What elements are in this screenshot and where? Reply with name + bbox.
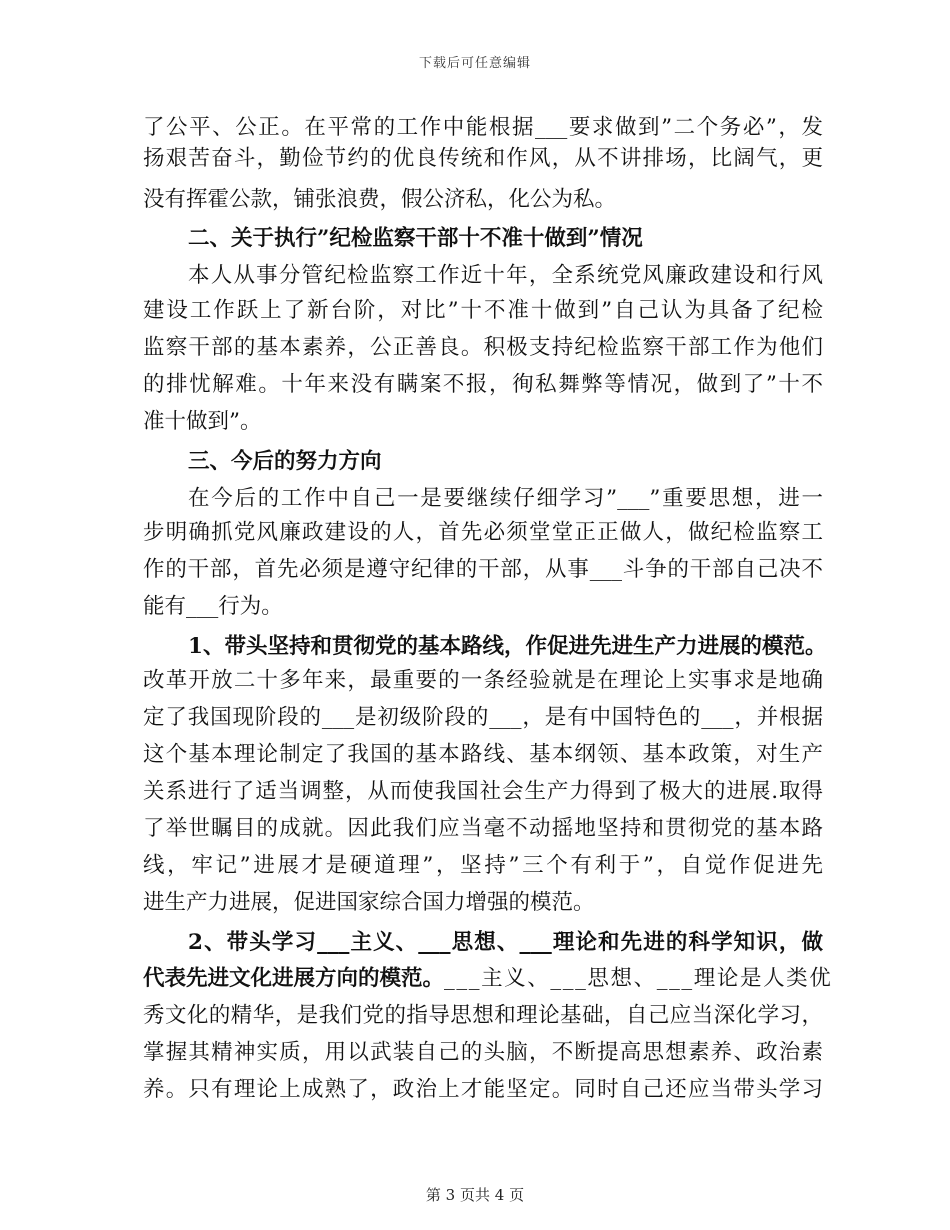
body-line: 的排忧解难。十年来没有瞒案不报，徇私舞弊等情况，做到了”十不 bbox=[143, 372, 823, 397]
body-line: 本人从事分管纪检监察工作近十年，全系统党风廉政建设和行风 bbox=[188, 263, 823, 288]
body-line: 进生产力进展，促进国家综合国力增强的模范。 bbox=[143, 890, 595, 915]
body-line: 关系进行了适当调整，从而使我国社会生产力得到了极大的进展.取得 bbox=[143, 779, 823, 804]
body-line: 建设工作跃上了新台阶，对比”十不准十做到”自己认为具备了纪检 bbox=[143, 298, 823, 323]
body-line-mixed bbox=[143, 964, 833, 994]
body-line: 了举世瞩目的成就。因此我们应当毫不动摇地坚持和贯彻党的基本路 bbox=[143, 816, 823, 841]
body-line: 在今后的工作中自己一是要继续仔细学习”___”重要思想，进一 bbox=[188, 486, 823, 511]
body-line: 养。只有理论上成熟了，政治上才能坚定。同时自己还应当带头学习 bbox=[143, 1077, 823, 1102]
body-line: 作的干部，首先必须是遵守纪律的干部，从事___斗争的干部自己决不 bbox=[143, 557, 823, 582]
section-heading: 二、关于执行”纪检监察干部十不准十做到”情况 bbox=[188, 226, 643, 251]
section-heading: 三、今后的努力方向 bbox=[188, 449, 382, 474]
body-line: 准十做到”。 bbox=[143, 409, 262, 434]
body-line: 步明确抓党风廉政建设的人，首先必须堂堂正正做人，做纪检监察工 bbox=[143, 520, 823, 545]
subsection-heading: 2、带头学习___主义、___思想、___理论和先进的科学知识，做 bbox=[188, 930, 823, 955]
subsection-heading-end: 代表先进文化进展方向的模范。 bbox=[143, 966, 445, 991]
body-line: 扬艰苦奋斗，勤俭节约的优良传统和作风，从不讲排场，比阔气，更 bbox=[143, 146, 823, 171]
body-line: 秀文化的精华，是我们党的指导思想和理论基础，自己应当深化学习， bbox=[143, 1003, 823, 1028]
body-line: 线，牢记”进展才是硬道理”，坚持”三个有利于”，自觉作促进先 bbox=[143, 853, 823, 878]
body-line: 定了我国现阶段的___是初级阶段的___，是有中国特色的___，并根据 bbox=[143, 705, 823, 730]
page-header: 下载后可任意编辑 bbox=[418, 56, 531, 71]
body-line: 了公平、公正。在平常的工作中能根据___要求做到”二个务必”，发 bbox=[143, 115, 823, 140]
body-line: 能有___行为。 bbox=[143, 594, 283, 619]
subsection-heading: 1、带头坚持和贯彻党的基本路线，作促进先进生产力进展的模范。 bbox=[188, 634, 827, 659]
body-line: 没有挥霍公款，铺张浪费，假公济私，化公为私。 bbox=[143, 187, 617, 212]
body-line: 掌握其精神实质，用以武装自己的头脑，不断提高思想素养、政治素 bbox=[143, 1040, 823, 1065]
page-footer: 第 3 页共 4 页 bbox=[425, 1186, 525, 1204]
body-line: 改革开放二十多年来，最重要的一条经验就是在理论上实事求是地确 bbox=[143, 668, 823, 693]
body-line: 这个基本理论制定了我国的基本路线、基本纲领、基本政策，对生产 bbox=[143, 742, 823, 767]
body-line: 监察干部的基本素养，公正善良。积极支持纪检监察干部工作为他们 bbox=[143, 335, 823, 360]
body-text: ___主义、___思想、___理论是人类优 bbox=[444, 966, 833, 991]
